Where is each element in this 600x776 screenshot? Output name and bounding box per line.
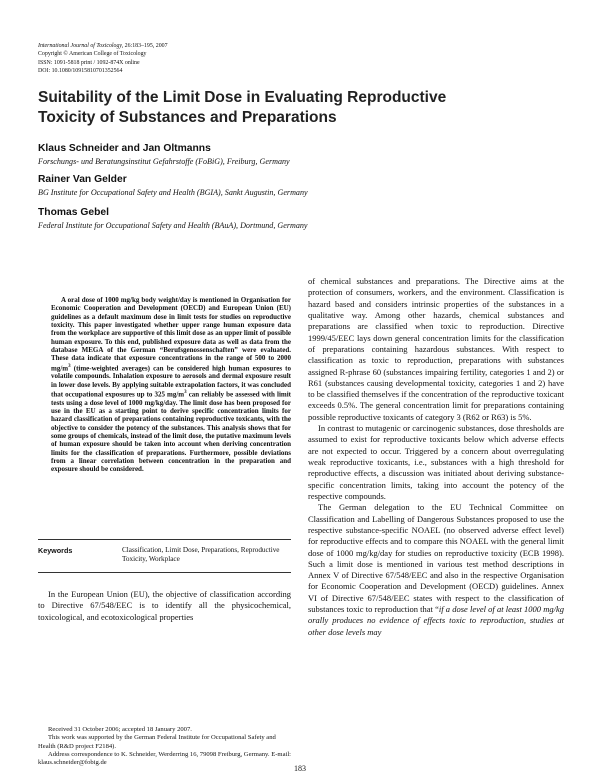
- intro-left-column: [38, 589, 291, 623]
- footnote-received: Received 31 October 2006; accepted 18 January 2007.: [48, 726, 192, 733]
- right-paragraph-1: of chemical substances and preparations. The Directive aims at the protection of consumers, workers, and the environment. Classification is hazard based and considers intrinsic properties of the substances in a qualitative way. Among other hazards, chemical substances and preparations are classified when toxic to reproduction. Directive 1999/45/EEC lays down general concentration limits for the classification of preparations containing hazardous substances. With respect to classification as toxic to reproduction, preparations with substances assigned R-phrase 60 (substances impairing fertility, categories 1 and 2) or R61 (substances causing developmental toxicity, categories 1 and 2) have to be classified themselves if the concentration of the reproductive toxicant exceeds 0.5%. The general concentration limit for preparations containing possible reproductive toxicants of category 3 (R62 or R63) is 5%.: [308, 276, 564, 422]
- intro-paragraph: In the European Union (EU), the objective of classification according to Directive 67/548/EEC is to identify all the physicochemical, toxicological, and ecotoxicological properties: [38, 589, 291, 622]
- keywords-text: Classification, Limit Dose, Preparations, Reproductive Toxicity, Workplace: [122, 546, 280, 564]
- page-number: 183: [294, 764, 306, 773]
- article-title: Suitability of the Limit Dose in Evaluating Reproductive Toxicity of Substances and Preparations: [38, 89, 447, 126]
- keywords-label: Keywords: [38, 546, 73, 555]
- copyright-line: Copyright © American College of Toxicology: [38, 51, 147, 58]
- footnotes: [38, 726, 291, 767]
- right-paragraph-2: In contrast to mutagenic or carcinogenic substances, dose thresholds are assumed to exist for reproductive toxicants below which adverse effects are not expected to occur. Triggered by a concern about overregulating weak reproductive toxicants, i.e., substances with a high threshold for reproductive effects, a discussion was initiated about deriving substance-specific concentration limits, taking into account the potency of the respective compounds.: [308, 423, 564, 501]
- right-column: [308, 276, 564, 638]
- author-names-1: Klaus Schneider and Jan Oltmanns: [38, 143, 211, 154]
- keywords-rule-top: [38, 539, 291, 540]
- keywords-rule-bottom: [38, 572, 291, 573]
- right-paragraph-3: The German delegation to the EU Technical Committee on Classification and Labelling of Dangerous Substances proposed to use the respective substance-specific NOAEL (no observed adverse effect level) for reproductive effects and to compare this NOAEL with the general limit dose of 1000 mg/kg/day for studies on reproductive toxicity (ECB 1998). Such a limit dose is mentioned in various test method descriptions in Annex V of Directive 67/548/EEC and also in the respective Organisation for Economic Cooperation and Development (OECD) guidelines. Annex VI of Directive 67/548/EEC states with respect to the classification of substances toxic to reproduction that “if a dose level of at least 1000 mg/kg orally produces no evidence of effects toxic to reproduction, studies at other dose levels may: [308, 502, 564, 637]
- journal-meta: [38, 42, 168, 75]
- author-names-2: Rainer Van Gelder: [38, 174, 127, 185]
- author-names-3: Thomas Gebel: [38, 207, 109, 218]
- journal-citation: International Journal of Toxicology, 26:183–195, 2007: [38, 43, 168, 49]
- issn-line: ISSN: 1091-5818 print / 1092-874X online: [38, 59, 140, 66]
- author-affiliation-3: Federal Institute for Occupational Safety and Health (BAuA), Dortmund, Germany: [38, 221, 308, 230]
- author-affiliation-1: Forschungs- und Beratungsinstitut Gefahrstoffe (FoBiG), Freiburg, Germany: [38, 157, 290, 166]
- footnote-support: This work was supported by the German Federal Institute for Occupational Safety and Health (R&D project F2184).: [38, 734, 276, 750]
- abstract: A oral dose of 1000 mg/kg body weight/day is mentioned in Organisation for Economic Cooperation and Development (OECD) and European Union (EU) guidelines as a default maximum dose in limit tests for studies on reproductive toxicity. This paper investigated whether upper range human exposure data from the workplace are supportive of this limit dose as an upper limit of possible human exposure. To this end, published exposure data as well as data from the database MEGA of the German “Berufsgenossenschaften” were evaluated. These data indicate that exposure concentrations in the range of 500 to 2000 $mg/m^3$ (time-weighted averages) can be considered high human exposures to volatile compounds. Inhalation exposure to aerosols and dermal exposure result in lower dose levels. By applying suitable extrapolation factors, it was concluded that occupational exposures up to 325 $mg/m^3$ can reliably be assessed with limit tests using a dose level of 1000 mg/kg/day. The limit dose has been proposed for use in the EU as a starting point to derive specific concentration limits for hazard classification of preparations containing reproductive toxicants, with the objective to consider the potency of the substances. This analysis shows that for some groups of chemicals, instead of the limit dose, the putative maximum levels of human exposure should be taken into account when deriving concentration limits for the classification of preparations. Furthermore, possible deviations from a linear correlation between concentration in the preparation and exposure should be considered.: [51, 296, 291, 474]
- author-affiliation-2: BG Institute for Occupational Safety and Health (BGIA), Sankt Augustin, Germany: [38, 188, 308, 197]
- doi-line: DOI: 10.1080/10915810701352564: [38, 67, 123, 74]
- footnote-address: Address correspondence to K. Schneider, Werderring 16, 79098 Freiburg, Germany. E-mail: klaus.schneider@fobig.de: [38, 750, 291, 767]
